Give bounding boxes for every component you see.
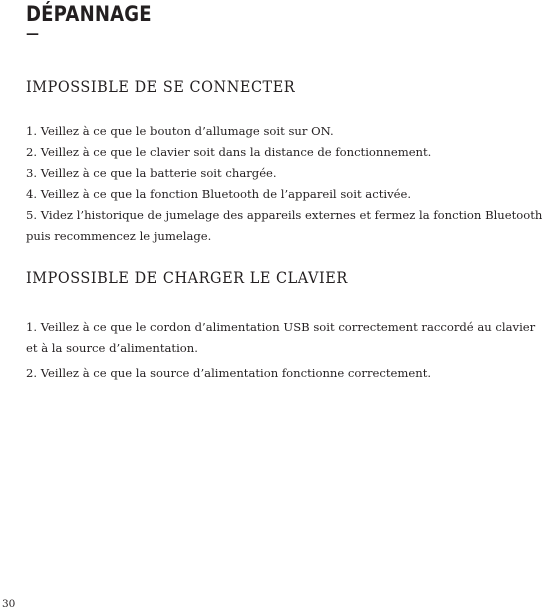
list-item: 3. Veillez à ce que la batterie soit chargée. <box>26 166 277 180</box>
page-number: 30 <box>2 598 16 610</box>
connect-steps-list <box>26 121 546 247</box>
page-title: DÉPANNAGE <box>26 2 152 26</box>
list-item: 2. Veillez à ce que la source d’alimentation fonctionne correctement. <box>26 366 432 380</box>
list-item: 5. Videz l’historique de jumelage des appareils externes et fermez la fonction Bluetooth puis recommencez le jumelage. <box>26 208 543 243</box>
list-item: 2. Veillez à ce que le clavier soit dans la distance de fonctionnement. <box>26 145 432 159</box>
list-item: 1. Veillez à ce que le cordon d’alimentation USB soit correctement raccordé au clavier et à la source d’alimentation. <box>26 320 536 355</box>
list-item: 4. Veillez à ce que la fonction Bluetooth de l’appareil soit activée. <box>26 187 412 201</box>
section-heading-connect: IMPOSSIBLE DE SE CONNECTER <box>26 78 296 96</box>
section-heading-charge: IMPOSSIBLE DE CHARGER LE CLAVIER <box>26 269 348 287</box>
title-dash: — <box>26 27 39 42</box>
charge-steps-list <box>26 317 546 384</box>
list-item: 1. Veillez à ce que le bouton d’allumage soit sur ON. <box>26 124 334 138</box>
